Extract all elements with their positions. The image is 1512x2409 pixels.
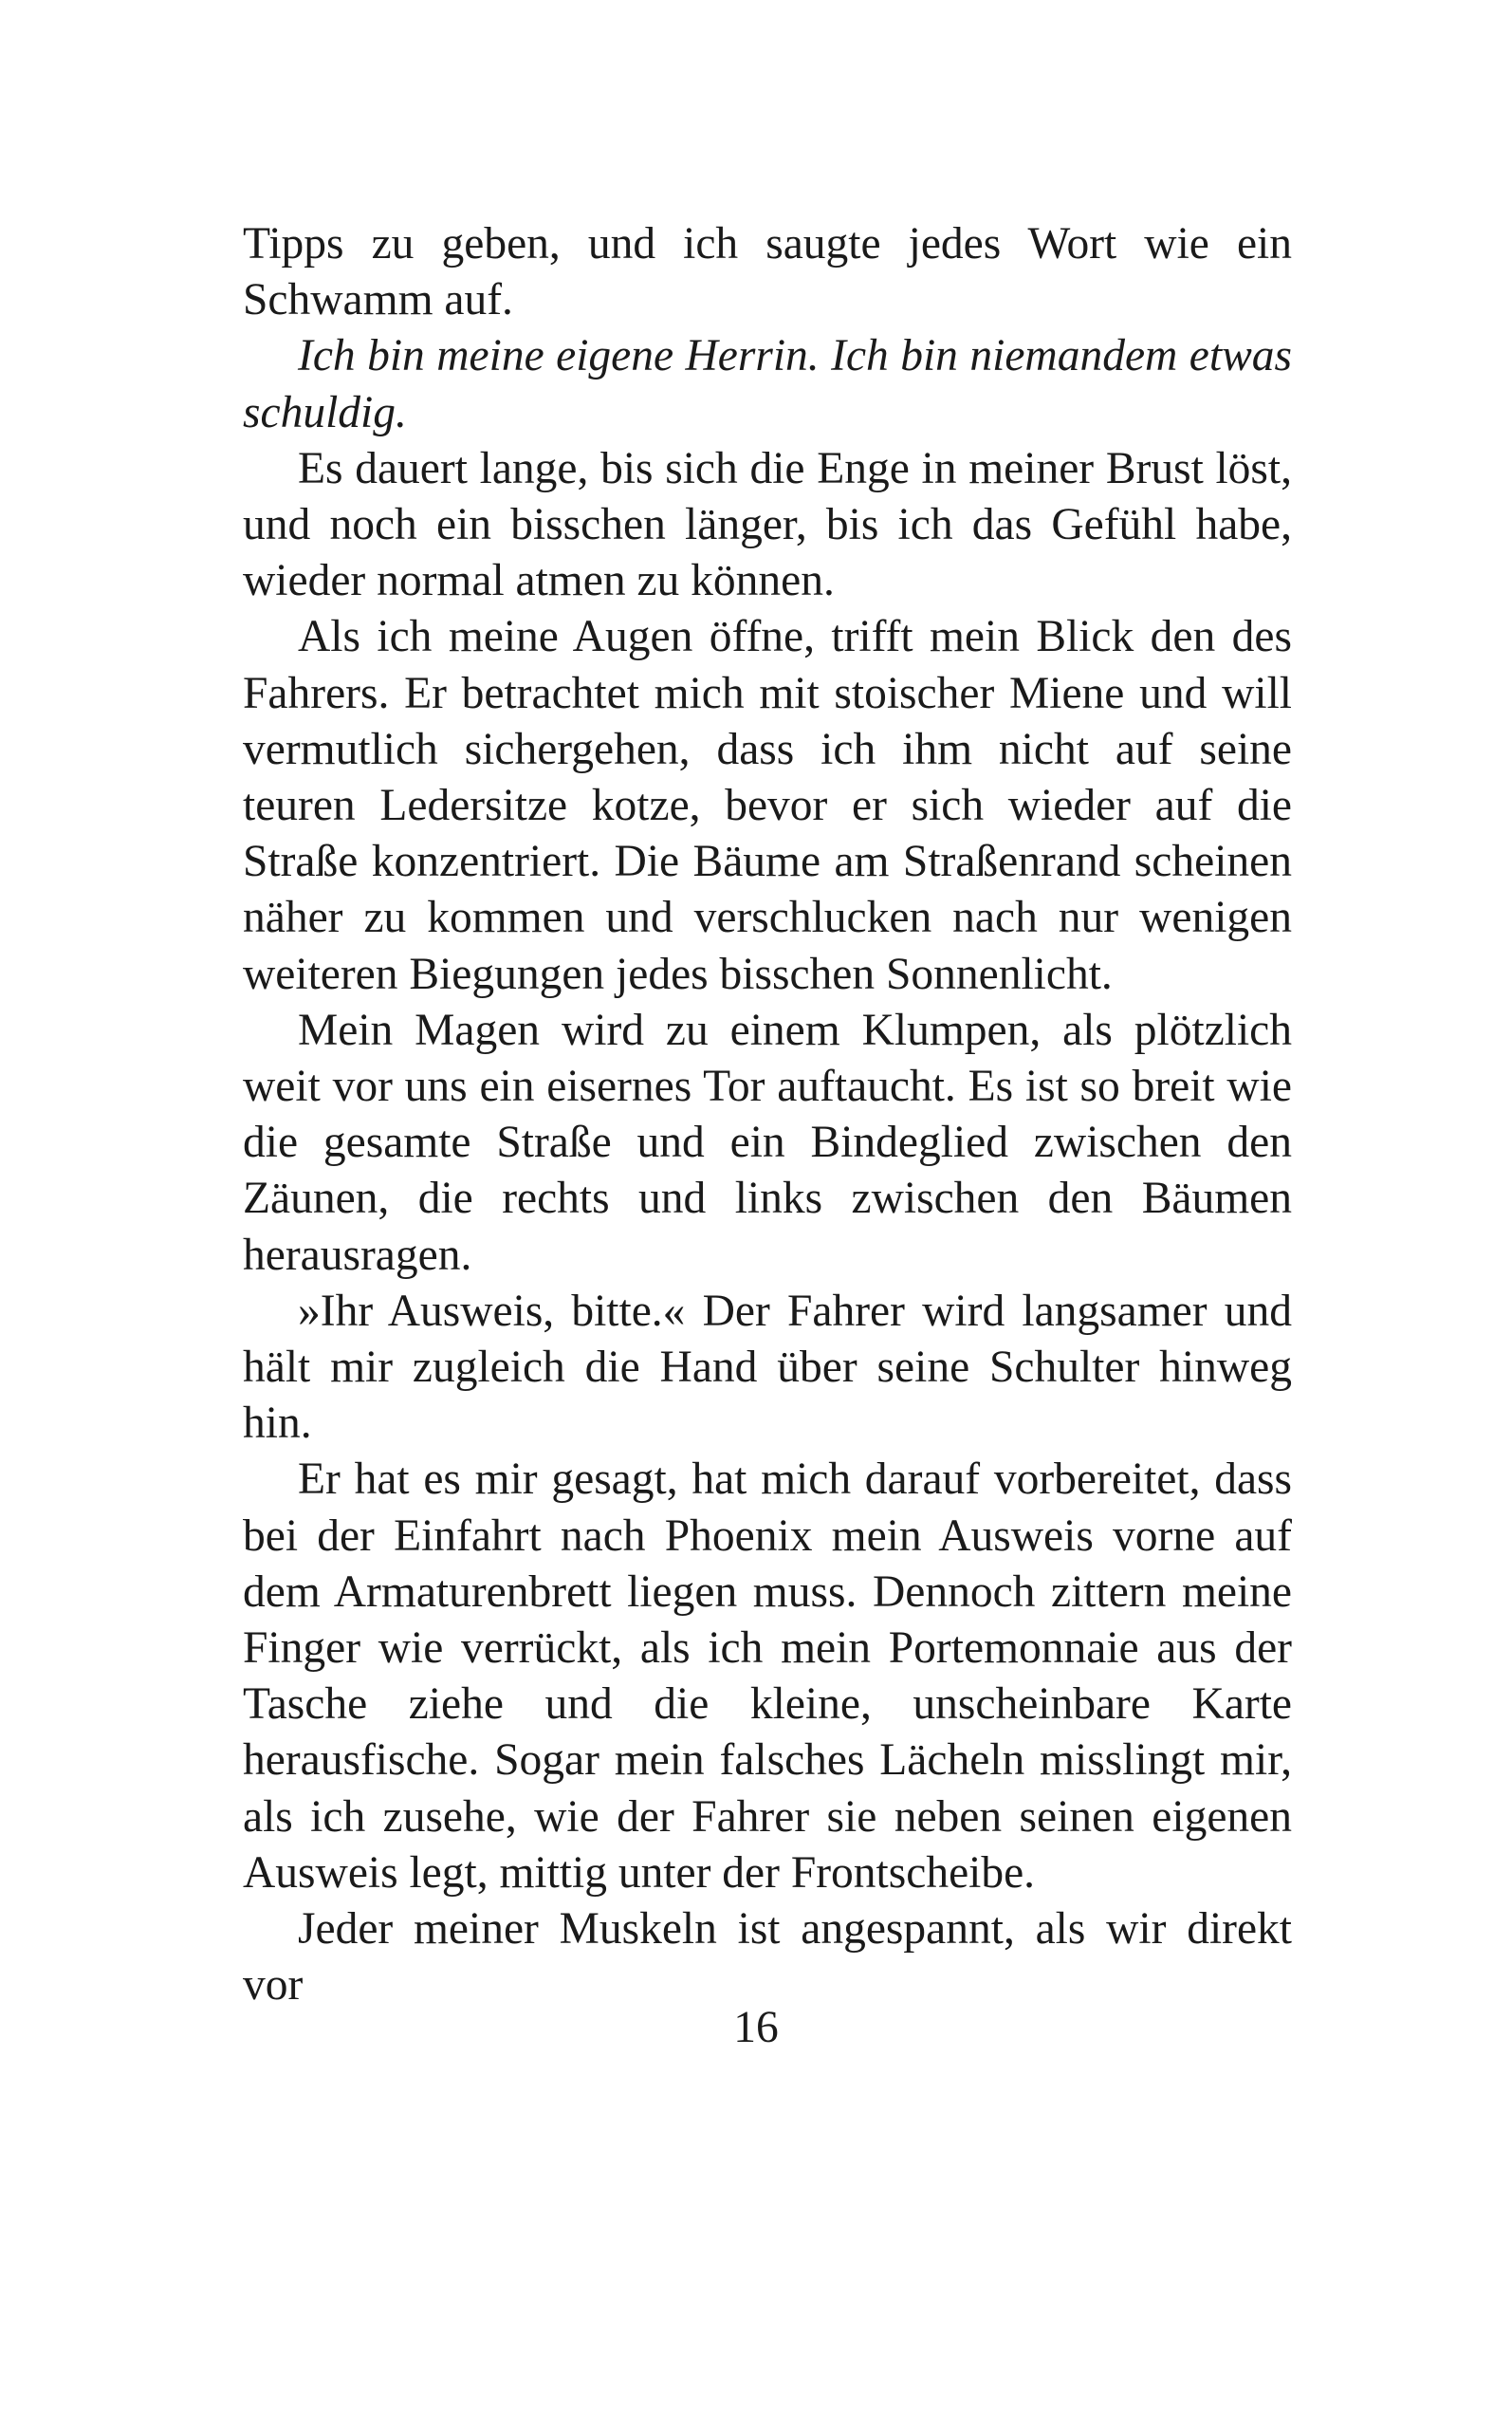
paragraph: Als ich meine Augen öffne, trifft mein Blick den des Fahrers. Er betrachtet mich mit stoischer Miene und will vermutlich sichergehen, dass ich ihm nicht auf seine teuren Ledersitze kotze, bevor er sich wieder auf die Straße konzentriert. Die Bäume am Straßenrand scheinen näher zu kommen und verschlucken nach nur wenigen weiteren Biegungen jedes bisschen Sonnenlicht. (243, 612, 1292, 999)
paragraph: Er hat es mir gesagt, hat mich darauf vorbereitet, dass bei der Einfahrt nach Phoenix mein Ausweis vorne auf dem Armaturenbrett liegen muss. Dennoch zittern meine Finger wie verrückt, als ich mein Portemonnaie aus der Tasche ziehe und die kleine, unscheinbare Karte herausfische. Sogar mein falsches Lächeln misslingt mir, als ich zusehe, wie der Fahrer sie neben seinen eigenen Ausweis legt, mittig unter der Frontscheibe. (243, 1455, 1292, 1898)
page-number: 16 (733, 2003, 779, 2052)
paragraph-continuation: Tipps zu geben, und ich saugte jedes Wort wie ein Schwamm auf. (243, 219, 1292, 325)
paragraph: Es dauert lange, bis sich die Enge in meiner Brust löst, und noch ein bisschen länger, bis ich das Gefühl habe, wieder normal atmen zu können. (243, 443, 1292, 606)
paragraph-dialogue: »Ihr Ausweis, bitte.« Der Fahrer wird langsamer und hält mir zugleich die Hand über seine Schulter hinweg hin. (243, 1286, 1292, 1449)
paragraph-italic-thought: Ich bin meine eigene Herrin. Ich bin niemandem etwas schuldig. (243, 331, 1292, 437)
body-text (243, 216, 1292, 2014)
paragraph: Mein Magen wird zu einem Klumpen, als plötzlich weit vor uns ein eisernes Tor auftaucht. Es ist so breit wie die gesamte Straße und ein Bindeglied zwischen den Zäunen, die rechts und links zwischen den Bäumen herausragen. (243, 1005, 1292, 1280)
paragraph: Jeder meiner Muskeln ist angespannt, als wir direkt vor (243, 1904, 1292, 2011)
